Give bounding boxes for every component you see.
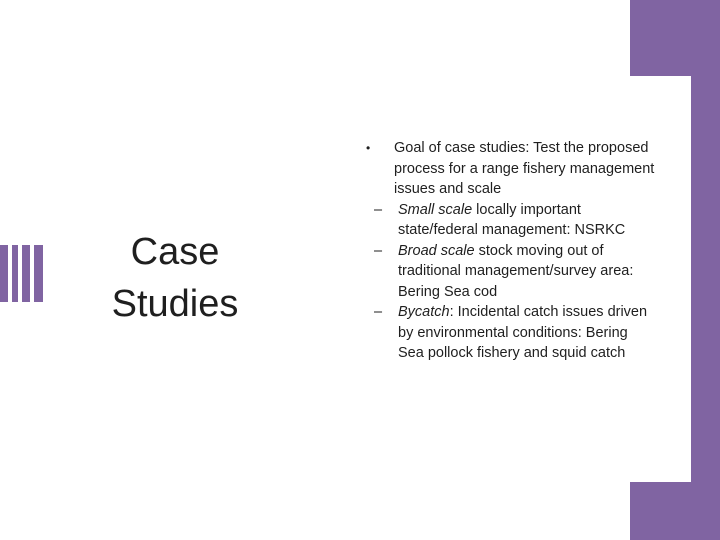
sub-bullet-text: : Incidental catch issues driven by environmental conditions: Bering Sea pollock fishery and squid catch [398,304,648,361]
main-bullet [366,138,656,200]
decorative-bar [12,245,18,302]
sub-bullet-list [366,200,656,364]
sub-bullet-bycatch [366,302,656,364]
decorative-bar [34,245,43,302]
slide-title [90,226,260,330]
main-bullet-text: Goal of case studies: Test the proposed process for a range fishery management issues and scale [394,140,655,197]
accent-frame-top [630,0,720,76]
decorative-bar [22,245,30,302]
slide-title-line-2: Studies [111,283,239,325]
sub-bullet-text: locally important state/federal management: NSRKC [398,201,626,238]
slide-title-line-1: Case [130,231,220,273]
bullet-marker: • [366,141,371,155]
sub-bullet-small-scale [366,200,656,241]
accent-frame-bottom [630,482,720,540]
dash-marker: – [374,304,383,320]
decorative-bar [0,245,8,302]
accent-frame-right [691,76,720,482]
dash-marker: – [374,242,383,259]
slide-content [366,138,656,364]
sub-bullet-text: stock moving out of traditional management/survey area: Bering Sea cod [398,242,634,300]
sub-bullet-emphasis: Broad scale [398,242,475,259]
sub-bullet-broad-scale [366,241,656,303]
sub-bullet-emphasis: Small scale [398,201,473,218]
dash-marker: – [374,201,383,218]
sub-bullet-emphasis: Bycatch [398,304,450,320]
